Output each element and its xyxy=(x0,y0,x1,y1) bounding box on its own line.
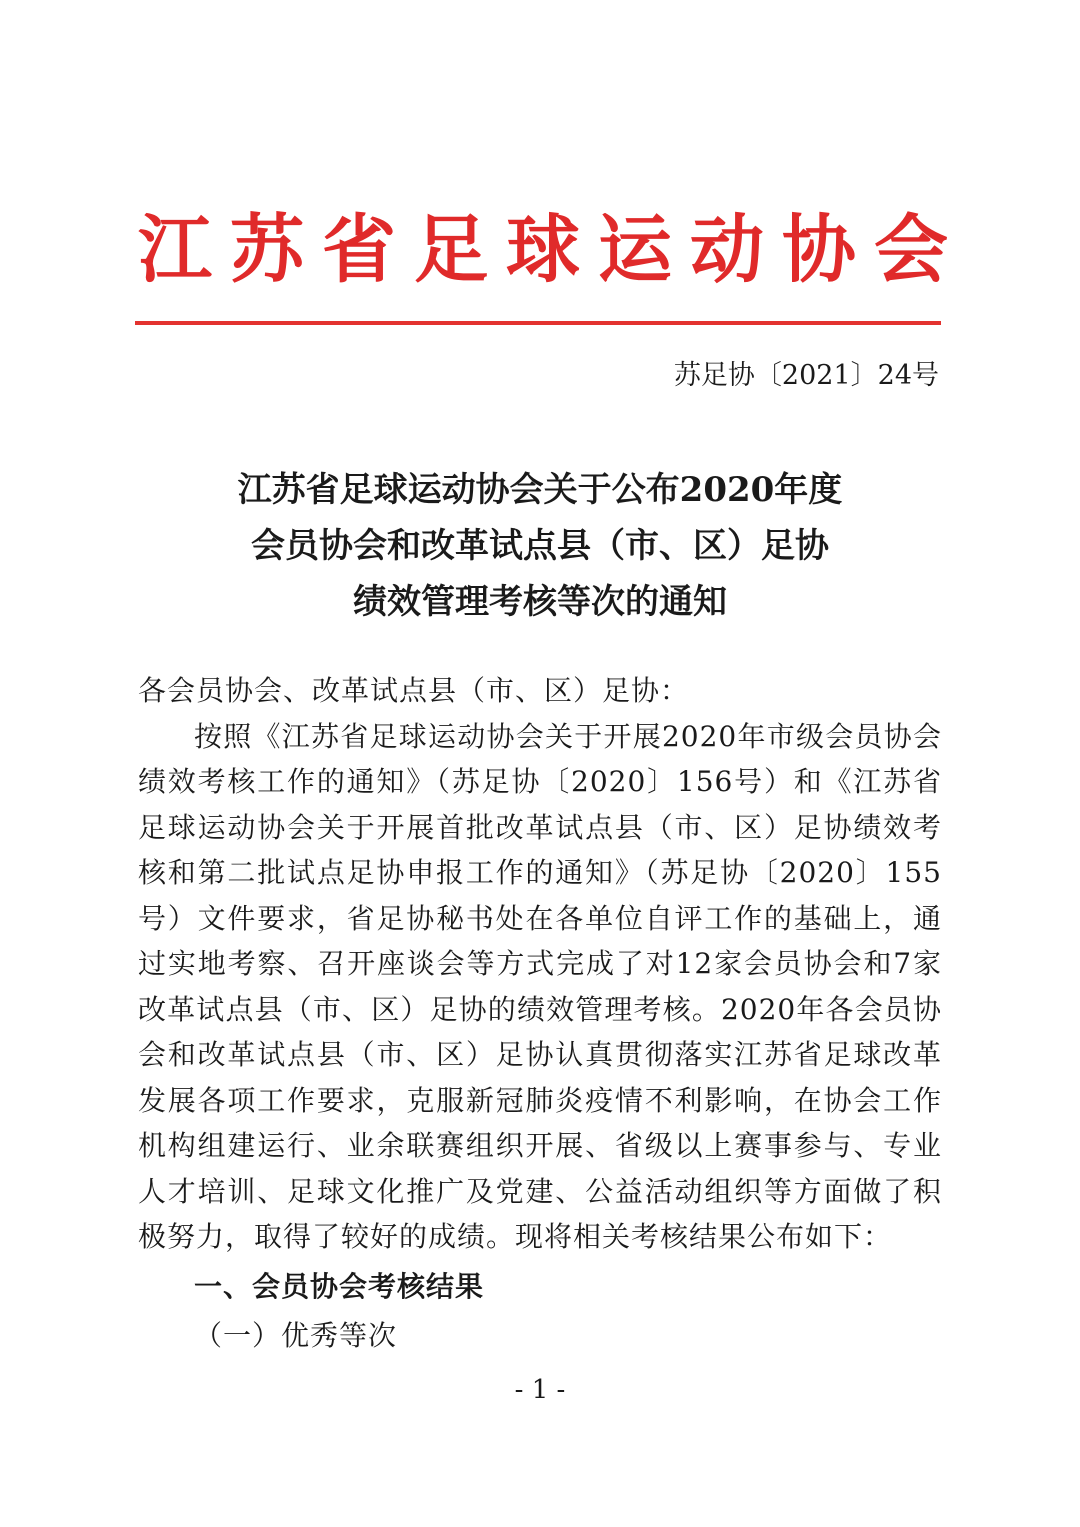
body-paragraph: 按照《江苏省足球运动协会关于开展2020年市级会员协会绩效考核工作的通知》（苏足协〔2020〕156号）和《江苏省足球运动协会关于开展首批改革试点县（市、区）足协绩效考核和第二批试点足协申报工作的通知》（苏足协〔2020〕155号）文件要求，省足协秘书处在各单位自评工作的基础上，通过实地考察、召开座谈会等方式完成了对12家会员协会和7家改革试点县（市、区）足协的绩效管理考核。2020年各会员协会和改革试点县（市、区）足协认真贯彻落实江苏省足球改革发展各项工作要求，克服新冠肺炎疫情不利影响，在协会工作机构组建运行、业余联赛组织开展、省级以上赛事参与、专业人才培训、足球文化推广及党建、公益活动组织等方面做了积极努力，取得了较好的成绩。现将相关考核结果公布如下： xyxy=(138,719,942,1253)
title-line-1: 江苏省足球运动协会关于公布2020年度 xyxy=(237,470,843,510)
document-number: 苏足协〔2021〕24号 xyxy=(673,360,939,391)
page-number: - 1 - xyxy=(514,1375,566,1405)
salutation: 各会员协会、改革试点县（市、区）足协： xyxy=(138,674,690,707)
subsection-heading: （一）优秀等次 xyxy=(194,1319,398,1352)
document-body xyxy=(138,668,942,1359)
header-red-rule xyxy=(135,321,941,325)
organization-header: 江苏省足球运动协会 xyxy=(138,207,966,293)
section-heading: 一、会员协会考核结果 xyxy=(194,1269,485,1303)
title-line-2: 会员协会和改革试点县（市、区）足协 xyxy=(251,526,829,566)
title-line-3: 绩效管理考核等次的通知 xyxy=(353,582,727,622)
document-title xyxy=(140,462,940,630)
